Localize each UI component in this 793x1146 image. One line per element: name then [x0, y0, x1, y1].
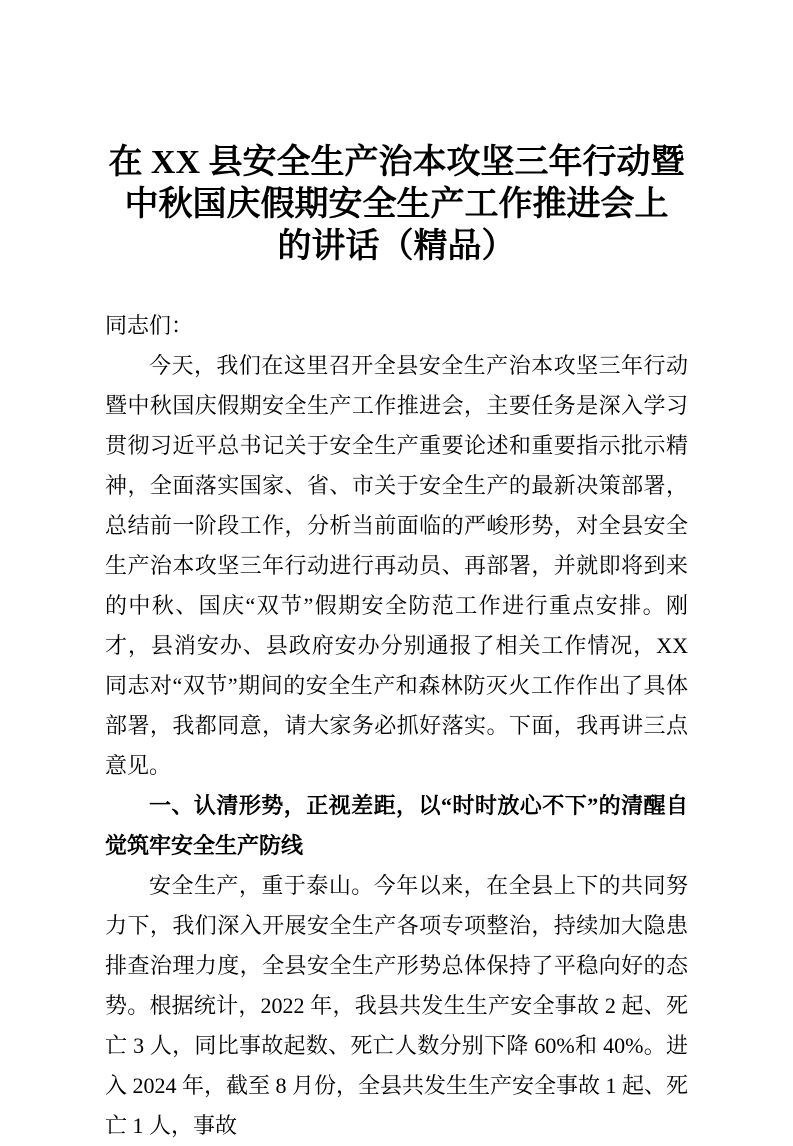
document-title [105, 142, 688, 268]
salutation: 同志们： [105, 313, 194, 338]
document-title-line: 在 XX 县安全生产治本攻坚三年行动暨 [108, 144, 685, 181]
paragraph: 安全生产，重于泰山。今年以来，在全县上下的共同努力下，我们深入开展安全生产各项专项整治，持续加大隐患排查治理力度，全县安全生产形势总体保持了平稳向好的态势。根据统计，2022 年，我县共发生生产安全事故 2 起、死亡 3 人，同比事故起数、死亡人数分别下降 60%和 40%。进入 2024 年，截至 8 月份，全县共发生生产安全事故 1 起、死亡 1 人，事故 [105, 873, 689, 1138]
paragraph: 今天，我们在这里召开全县安全生产治本攻坚三年行动暨中秋国庆假期安全生产工作推进会，主要任务是深入学习贯彻习近平总书记关于安全生产重要论述和重要指示批示精神，全面落实国家、省、市关于安全生产的最新决策部署，总结前一阶段工作，分析当前面临的严峻形势，对全县安全生产治本攻坚三年行动进行再动员、再部署，并就即将到来的中秋、国庆“双节”假期安全防范工作进行重点安排。刚才，县消安办、县政府安办分别通报了相关工作情况，XX 同志对“双节”期间的安全生产和森林防灭火工作作出了具体部署，我都同意，请大家务必抓好落实。下面，我再讲三点意见。 [105, 353, 688, 778]
document-title-line: 的讲话（精品） [277, 228, 516, 265]
section-heading: 一、认清形势，正视差距，以“时时放心不下”的清醒自觉筑牢安全生产防线 [105, 793, 688, 858]
document-title-line: 中秋国庆假期安全生产工作推进会上 [124, 186, 669, 223]
document-body [105, 306, 688, 1146]
